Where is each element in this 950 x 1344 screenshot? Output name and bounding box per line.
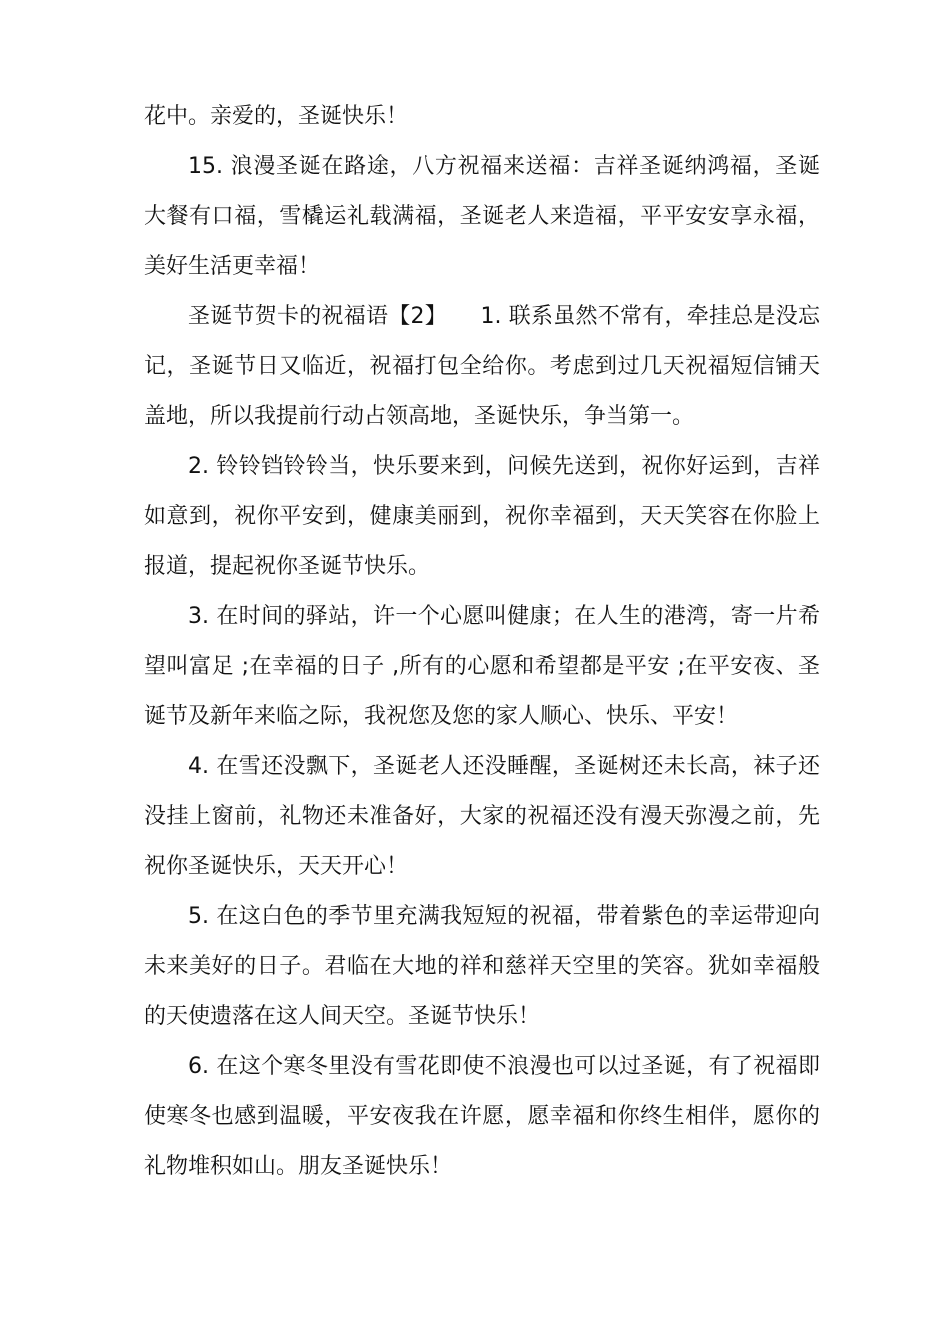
document-body: [144, 92, 820, 1192]
paragraph-item-3: 3. 在时间的驿站，许一个心愿叫健康；在人生的港湾，寄一片希望叫富足 ;在幸福的日子 ,所有的心愿和希望都是平安 ;在平安夜、圣诞节及新年来临之际，我祝您及您的家人顺心、快乐、平安！: [144, 604, 820, 729]
paragraph-continuation: 花中。亲爱的，圣诞快乐！: [144, 104, 409, 129]
paragraph-item-4: 4. 在雪还没飘下，圣诞老人还没睡醒，圣诞树还未长高，袜子还没挂上窗前，礼物还未准备好，大家的祝福还没有漫天弥漫之前，先祝你圣诞快乐，天天开心！: [144, 754, 820, 879]
paragraph-item-2: 2. 铃铃铛铃铃当，快乐要来到，问候先送到，祝你好运到，吉祥如意到，祝你平安到，健康美丽到，祝你幸福到，天天笑容在你脸上报道，提起祝你圣诞节快乐。: [144, 454, 820, 579]
paragraph-item-6: 6. 在这个寒冬里没有雪花即使不浪漫也可以过圣诞，有了祝福即使寒冬也感到温暖，平安夜我在许愿，愿幸福和你终生相伴，愿你的礼物堆积如山。朋友圣诞快乐！: [144, 1054, 820, 1179]
paragraph-item-5: 5. 在这白色的季节里充满我短短的祝福，带着紫色的幸运带迎向未来美好的日子。君临在大地的祥和慈祥天空里的笑容。犹如幸福般的天使遗落在这人间天空。圣诞节快乐！: [144, 904, 820, 1029]
paragraph-item-15: 15. 浪漫圣诞在路途，八方祝福来送福：吉祥圣诞纳鸿福，圣诞大餐有口福，雪橇运礼载满福，圣诞老人来造福，平平安安享永福，美好生活更幸福！: [144, 154, 820, 279]
paragraph-section-2-item-1: 圣诞节贺卡的祝福语【2】 1. 联系虽然不常有，牵挂总是没忘记，圣诞节日又临近，祝福打包全给你。考虑到过几天祝福短信铺天盖地，所以我提前行动占领高地，圣诞快乐，争当第一。: [144, 304, 820, 429]
